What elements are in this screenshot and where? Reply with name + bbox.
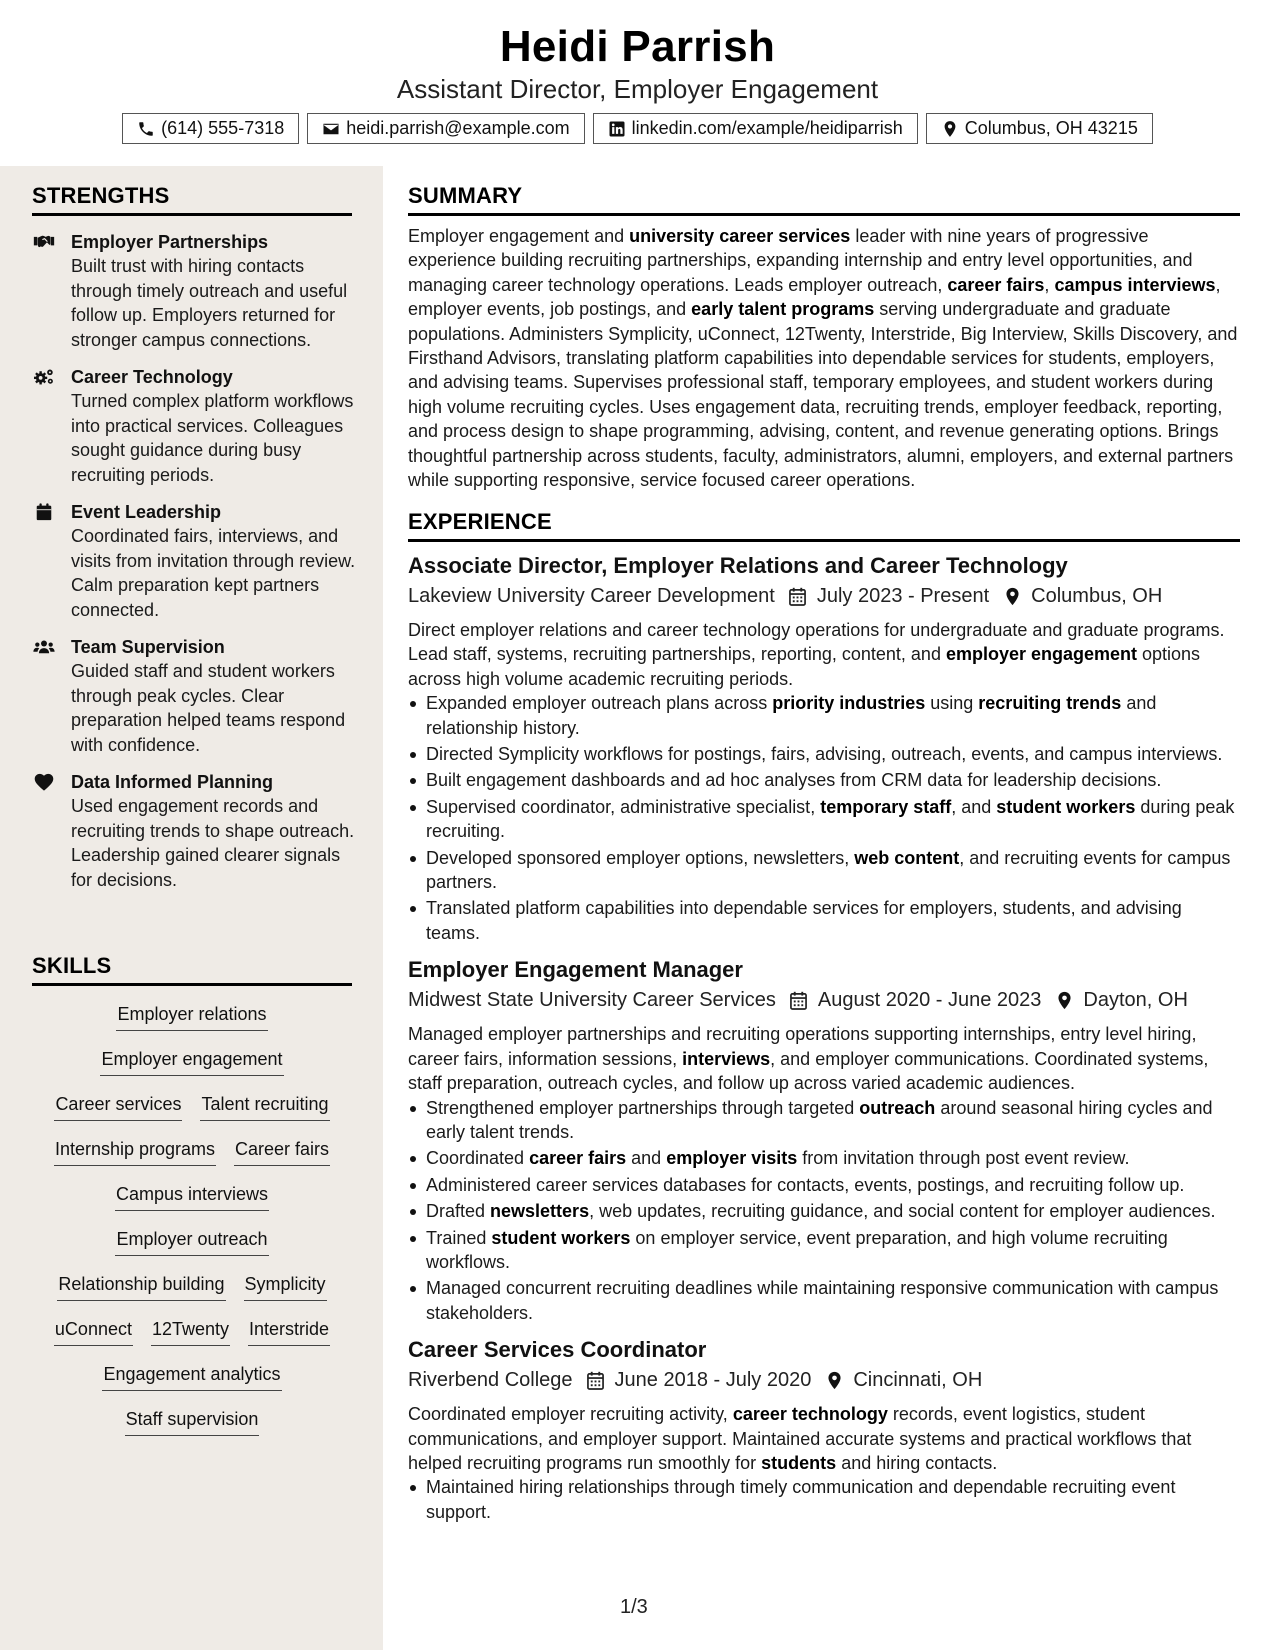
skill-tag: Career services	[54, 1092, 182, 1121]
candidate-role: Assistant Director, Employer Engagement	[396, 74, 879, 104]
users-icon	[32, 637, 56, 657]
strength-item	[32, 635, 362, 757]
text-run: Coordinated	[426, 1148, 530, 1169]
text-run: , and	[951, 796, 997, 817]
contact-email	[307, 113, 584, 144]
emphasized-text: interviews	[682, 1048, 771, 1069]
skill-row	[32, 1407, 352, 1452]
job-meta	[408, 581, 1240, 611]
sidebar	[0, 166, 383, 1650]
job-description	[408, 1022, 1240, 1095]
skill-row	[32, 1137, 352, 1182]
map-pin-icon	[1003, 586, 1021, 606]
job-entry	[408, 551, 1240, 945]
emphasized-text: outreach	[859, 1097, 936, 1118]
linkedin-icon	[608, 120, 626, 138]
job-entry	[408, 955, 1240, 1325]
strength-description: Turned complex platform workflows into practical services. Colleagues sought guidance during busy recruiting periods.	[71, 391, 354, 485]
strength-description: Guided staff and student workers through peak cycles. Clear preparation helped teams respond with confidence.	[71, 661, 346, 755]
text-run: , employer events, job postings, and	[408, 274, 1221, 320]
page-number: 1/3	[620, 1596, 648, 1618]
text-run: Managed employer partnerships and recruiting operations supporting internships, entry level hiring, career fairs, information sessions,	[408, 1024, 1197, 1069]
bullet-item	[408, 795, 1240, 844]
skill-tag: uConnect	[54, 1317, 133, 1346]
strength-title: Data Informed Planning	[71, 772, 274, 792]
text-run: Built engagement dashboards and ad hoc analyses from CRM data for leadership decisions.	[426, 770, 1162, 791]
skills-heading: SKILLS	[32, 953, 352, 986]
job-dates: June 2018 - July 2020	[614, 1369, 812, 1392]
text-run: Employer engagement and	[408, 226, 630, 246]
text-run: Translated platform capabilities into dependable services for employers, students, and advising teams.	[426, 898, 1182, 943]
skill-tag: Engagement analytics	[102, 1362, 281, 1391]
bullet-item	[408, 768, 1240, 792]
job-meta	[408, 985, 1240, 1015]
text-run: Coordinated employer recruiting activity,	[408, 1404, 733, 1425]
emphasized-text: student workers	[491, 1227, 631, 1248]
job-location: Columbus, OH	[1031, 585, 1163, 607]
text-run: leader with nine years of progressive experience building recruiting partnerships, expanding internship and entry level opportunities, and managing career technology operations. Leads employer outreach,	[408, 226, 1193, 295]
text-run: Developed sponsored employer options, newsletters,	[426, 847, 855, 868]
contact-bar	[0, 113, 1275, 144]
skills-list	[32, 1002, 352, 1452]
emphasized-text: campus interviews	[1054, 274, 1216, 295]
emphasized-text: early talent programs	[691, 299, 875, 320]
bullet-item	[408, 846, 1240, 895]
strengths-list	[32, 230, 362, 905]
emphasized-text: employer engagement	[945, 644, 1138, 665]
text-run: , and employer communications. Coordinated systems, staff preparation, outreach cycles, and follow up across varied academic audiences.	[408, 1048, 1209, 1094]
job-dates: August 2020 - June 2023	[817, 989, 1042, 1012]
strength-item	[32, 365, 362, 487]
job-bullets	[408, 1475, 1240, 1524]
location-text: Columbus, OH 43215	[964, 118, 1138, 138]
candidate-name: Heidi Parrish	[499, 22, 776, 71]
job-organization: Lakeview University Career Development	[408, 585, 775, 607]
bullet-item	[408, 1173, 1240, 1197]
bullet-item	[408, 1475, 1240, 1524]
resume-header	[0, 0, 1275, 166]
skill-tag: 12Twenty	[151, 1317, 230, 1346]
text-run: Managed concurrent recruiting deadlines while maintaining responsive communication with campus stakeholders.	[426, 1278, 1219, 1323]
skill-row	[32, 1047, 352, 1092]
strength-description: Coordinated fairs, interviews, and visits from invitation through review. Calm preparation kept partners connected.	[71, 526, 356, 620]
heart-icon	[32, 772, 56, 792]
emphasized-text: temporary staff	[820, 796, 952, 817]
strength-title: Career Technology	[71, 367, 233, 387]
experience-list	[408, 551, 1240, 1534]
strengths-heading: STRENGTHS	[32, 183, 352, 216]
text-run: serving undergraduate and graduate populations. Administers Symplicity, uConnect, 12Twenty, Interstride, Big Interview, Skills Discovery, and Firsthand Advisors, translating platform capabilities into dependable services for students, employers, and advising teams. Supervises professional staff, temporary employees, and student workers during high volume recruiting cycles. Uses engagement data, recruiting trends, employer feedback, reporting, and process design to shape programming, advising, content, and revenue generating options. Brings thoughtful partnership across students, faculty, administrators, alumni, employers, and external partners while supporting responsive, service focused career operations.	[408, 299, 1238, 491]
calendar-icon	[32, 502, 56, 522]
job-meta	[408, 1365, 1240, 1395]
map-pin-icon	[825, 1370, 843, 1390]
experience-heading: EXPERIENCE	[408, 509, 1240, 542]
job-organization: Midwest State University Career Services	[408, 989, 776, 1012]
summary-heading: SUMMARY	[408, 183, 1240, 216]
text-run: and	[626, 1148, 667, 1169]
skill-row	[32, 1182, 352, 1227]
job-title: Associate Director, Employer Relations and Career Technology	[408, 553, 1068, 578]
summary-text	[408, 224, 1240, 492]
emphasized-text: career technology	[732, 1404, 888, 1425]
emphasized-text: employer visits	[666, 1148, 798, 1169]
text-run: options across high volume academic recruiting periods.	[408, 644, 1201, 689]
skill-tag: Interstride	[248, 1317, 330, 1346]
text-run: Expanded employer outreach plans across	[426, 693, 773, 714]
text-run: and relationship history.	[426, 693, 1157, 738]
email-text: heidi.parrish@example.com	[346, 118, 570, 138]
emphasized-text: student workers	[996, 796, 1136, 817]
bullet-item	[408, 1199, 1240, 1223]
skill-tag: Campus interviews	[115, 1182, 269, 1211]
text-run: Drafted	[426, 1201, 491, 1222]
bullet-item	[408, 691, 1240, 740]
gears-icon	[32, 367, 56, 387]
skill-row	[32, 1002, 352, 1047]
text-run: during peak recruiting.	[426, 796, 1235, 842]
emphasized-text: recruiting trends	[978, 693, 1122, 714]
skill-tag: Talent recruiting	[200, 1092, 329, 1121]
skill-row	[32, 1317, 352, 1362]
emphasized-text: university career services	[629, 226, 851, 246]
bullet-item	[408, 1096, 1240, 1145]
job-dates: July 2023 - Present	[816, 585, 990, 607]
strength-title: Employer Partnerships	[71, 232, 269, 252]
text-run: , and recruiting events for campus partners.	[426, 847, 1231, 893]
calendar-icon	[587, 1370, 605, 1390]
bullet-item	[408, 1276, 1240, 1325]
emphasized-text: priority industries	[772, 693, 926, 714]
text-run: from invitation through post event review.	[797, 1148, 1130, 1169]
text-run: ,	[1044, 274, 1055, 295]
emphasized-text: students	[761, 1452, 837, 1473]
text-run: Directed Symplicity workflows for postings, fairs, advising, outreach, events, and campus interviews.	[426, 744, 1223, 765]
handshake-icon	[32, 232, 56, 252]
text-run: Trained	[426, 1227, 492, 1248]
emphasized-text: career fairs	[947, 274, 1045, 295]
phone-text: (614) 555-7318	[161, 118, 285, 138]
strength-item	[32, 770, 362, 892]
job-bullets	[408, 691, 1240, 945]
skill-tag: Symplicity	[244, 1272, 327, 1301]
text-run: Supervised coordinator, administrative specialist,	[426, 796, 821, 817]
skill-tag: Employer outreach	[115, 1227, 268, 1256]
strength-item	[32, 500, 362, 622]
phone-icon	[137, 120, 155, 138]
map-pin-icon	[1055, 990, 1073, 1010]
strength-title: Team Supervision	[71, 637, 225, 657]
strength-description: Used engagement records and recruiting trends to shape outreach. Leadership gained clearer signals for decisions.	[71, 796, 355, 890]
bullet-item	[408, 1146, 1240, 1170]
bullet-item	[408, 742, 1240, 766]
text-run: and hiring contacts.	[836, 1452, 998, 1473]
emphasized-text: career fairs	[529, 1148, 627, 1169]
contact-linkedin	[593, 113, 918, 144]
strength-description: Built trust with hiring contacts through timely outreach and useful follow up. Employers returned for stronger campus connections.	[71, 256, 348, 350]
bullet-item	[408, 1226, 1240, 1275]
job-bullets	[408, 1096, 1240, 1326]
skill-row	[32, 1092, 352, 1137]
job-entry	[408, 1335, 1240, 1524]
text-run: Strengthened employer partnerships through targeted	[426, 1097, 860, 1118]
contact-phone	[122, 113, 299, 144]
skill-tag: Relationship building	[57, 1272, 225, 1301]
emphasized-text: newsletters	[490, 1201, 590, 1222]
emphasized-text: web content	[854, 847, 960, 868]
text-run: records, event logistics, student communications, and employer support. Maintained accurate systems and practical workflows that helped recruiting programs run smoothly for	[408, 1404, 1192, 1473]
skill-tag: Career fairs	[234, 1137, 330, 1166]
skill-tag: Employer engagement	[100, 1047, 283, 1076]
strength-item	[32, 230, 362, 352]
skill-tag: Staff supervision	[125, 1407, 260, 1436]
text-run: Maintained hiring relationships through timely communication and dependable recruiting event support.	[426, 1477, 1176, 1522]
calendar-icon	[790, 990, 808, 1010]
job-description	[408, 618, 1240, 691]
job-organization: Riverbend College	[408, 1369, 573, 1392]
calendar-icon	[789, 586, 807, 606]
linkedin-text: linkedin.com/example/heidiparrish	[631, 118, 903, 138]
job-title: Career Services Coordinator	[408, 1337, 707, 1363]
job-description	[408, 1402, 1240, 1475]
text-run: around seasonal hiring cycles and early talent trends.	[426, 1097, 1213, 1142]
skill-row	[32, 1227, 352, 1272]
skill-tag: Employer relations	[116, 1002, 267, 1031]
text-run: Direct employer relations and career technology operations for undergraduate and graduate programs. Lead staff, systems, recruiting partnerships, reporting, content, and	[408, 620, 1225, 665]
text-run: on employer service, event preparation, and high volume recruiting workflows.	[426, 1227, 1168, 1272]
map-pin-icon	[941, 120, 959, 138]
text-run: Administered career services databases for contacts, events, postings, and recruiting follow up.	[426, 1174, 1185, 1195]
text-run: using	[925, 693, 979, 714]
envelope-icon	[322, 120, 340, 138]
skill-tag: Internship programs	[54, 1137, 216, 1166]
strength-title: Event Leadership	[71, 502, 222, 522]
bullet-item	[408, 896, 1240, 945]
job-location: Dayton, OH	[1083, 989, 1188, 1012]
job-location: Cincinnati, OH	[853, 1369, 983, 1392]
contact-location	[926, 113, 1153, 144]
skill-row	[32, 1272, 352, 1317]
skill-row	[32, 1362, 352, 1407]
job-title: Employer Engagement Manager	[408, 957, 743, 983]
text-run: , web updates, recruiting guidance, and social content for employer audiences.	[589, 1201, 1216, 1222]
